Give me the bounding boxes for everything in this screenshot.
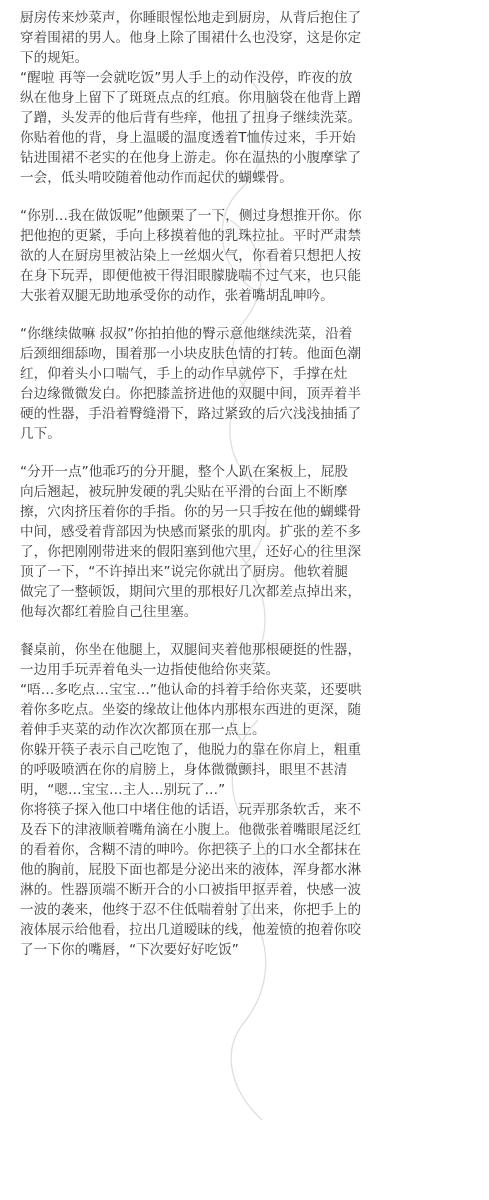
text-line: 他的胸前，屁股下面也都是分泌出来的液体，浑身都水淋 [20,862,362,878]
text-line: 你将筷子探入他口中堵住他的话语，玩弄那条软舌，来不 [20,802,362,818]
text-line: 擦，穴肉挤压着你的手指。你的另一只手按在他的蝴蝶骨 [20,504,362,520]
text-line: “醒啦 再等一会就吃饭”男人手上的动作没停，昨夜的放 [20,70,353,86]
text-line: 明，“嗯…宝宝…主人…别玩了…” [20,782,226,798]
text-line: 一波的袭来，他终于忍不住低喘着射了出来，你把手上的 [20,902,362,918]
text-line: 向后翘起，被玩肿发硬的乳尖贴在平滑的台面上不断摩 [20,484,348,500]
text-line: 的呼吸喷洒在你的肩膀上，身体微微颤抖，眼里不甚清 [20,762,348,778]
text-line: 台边缘微微发白。你把膝盖挤进他的双腿中间，顶弄着半 [20,386,362,402]
text-line: 了蹭，头发弄的他后背有些痒，他扭了扭身子继续洗菜。 [20,110,362,126]
text-line: 顶了一下，“不许掉出来”说完你就出了厨房。他软着腿 [20,564,348,580]
text-line: 做完了一整顿饭，期间穴里的那根好几次都差点掉出来， [20,584,362,600]
text-line: 几下。 [20,426,61,442]
text-line: 大张着双腿无助地承受你的动作，张着嘴胡乱呻吟。 [20,288,334,304]
text-line: 红，仰着头小口喘气，手上的动作早就停下，手撑在灶 [20,366,348,382]
text-line: 你躲开筷子表示自己吃饱了，他脱力的靠在你肩上，粗重 [20,742,362,758]
text-line: “你别…我在做饭呢”他颤栗了一下，侧过身想推开你。你 [20,208,362,224]
text-line: 在身下玩弄，即便他被干得泪眼朦胧喘不过气来，也只能 [20,268,362,284]
text-line: 他每次都红着脸自己往里塞。 [20,604,198,620]
text-line: 液体展示给他看，拉出几道暧昧的线，他羞愤的抱着你咬 [20,922,362,938]
text-line: “你继续做嘛 叔叔”你拍拍他的臀示意他继续洗菜，沿着 [20,326,353,342]
text-line: 纵在他身上留下了斑斑点点的红痕。你用脑袋在他背上蹭 [20,90,362,106]
text-line: 的看着你，含糊不清的呻吟。你把筷子上的口水全都抹在 [20,842,362,858]
text-line: 把他抱的更紧，手向上移摸着他的乳珠拉扯。平时严肃禁 [20,228,362,244]
text-line: 钻进围裙不老实的在他身上游走。你在温热的小腹摩挲了 [20,150,362,166]
text-line: 厨房传来炒菜声，你睡眼惺忪地走到厨房，从背后抱住了 [20,10,362,26]
text-line: 下的规矩。 [20,50,89,66]
text-line: 餐桌前，你坐在他腿上，双腿间夹着他那根硬挺的性器， [20,642,362,658]
text-line: 了，你把刚刚带进来的假阳塞到他穴里，还好心的往里深 [20,544,362,560]
text-line: 了一下你的嘴唇，“下次要好好吃饭” [20,942,239,958]
text-line: 着伸手夹菜的动作次次都顶在那一点上。 [20,722,266,738]
text-line: “分开一点”他乖巧的分开腿，整个人趴在案板上，屁股 [20,464,348,480]
text-line: 着你多吃点。坐姿的缘故让他体内那根东西进的更深，随 [20,702,362,718]
text-line: 后颈细细舔吻，围着那一小块皮肤色情的打转。他面色潮 [20,346,362,362]
text-line: 硬的性器，手沿着臀缝滑下，路过紧致的后穴浅浅抽插了 [20,406,362,422]
text-line: 淋的。性器顶端不断开合的小口被指甲抠弄着，快感一波 [20,882,362,898]
text-line: 一边用手玩弄着龟头一边指使他给你夹菜。 [20,662,280,678]
text-line: 你贴着他的背，身上温暖的温度透着T恤传过来，手开始 [20,130,356,146]
text-line: 一会，低头啃咬随着他动作而起伏的蝴蝶骨。 [20,170,293,186]
text-line: 中间，感受着背部因为快感而紧张的肌肉。扩张的差不多 [20,524,362,540]
text-line: 穿着围裙的男人。他身上除了围裙什么也没穿，这是你定 [20,30,362,46]
text-line: 欲的人在厨房里被沾染上一丝烟火气，你看着只想把人按 [20,248,362,264]
text-line: “唔…多吃点…宝宝…”他认命的抖着手给你夹菜，还要哄 [20,682,362,698]
text-line: 及吞下的津液顺着嘴角滴在小腹上。他微张着嘴眼尾泛红 [20,822,362,838]
